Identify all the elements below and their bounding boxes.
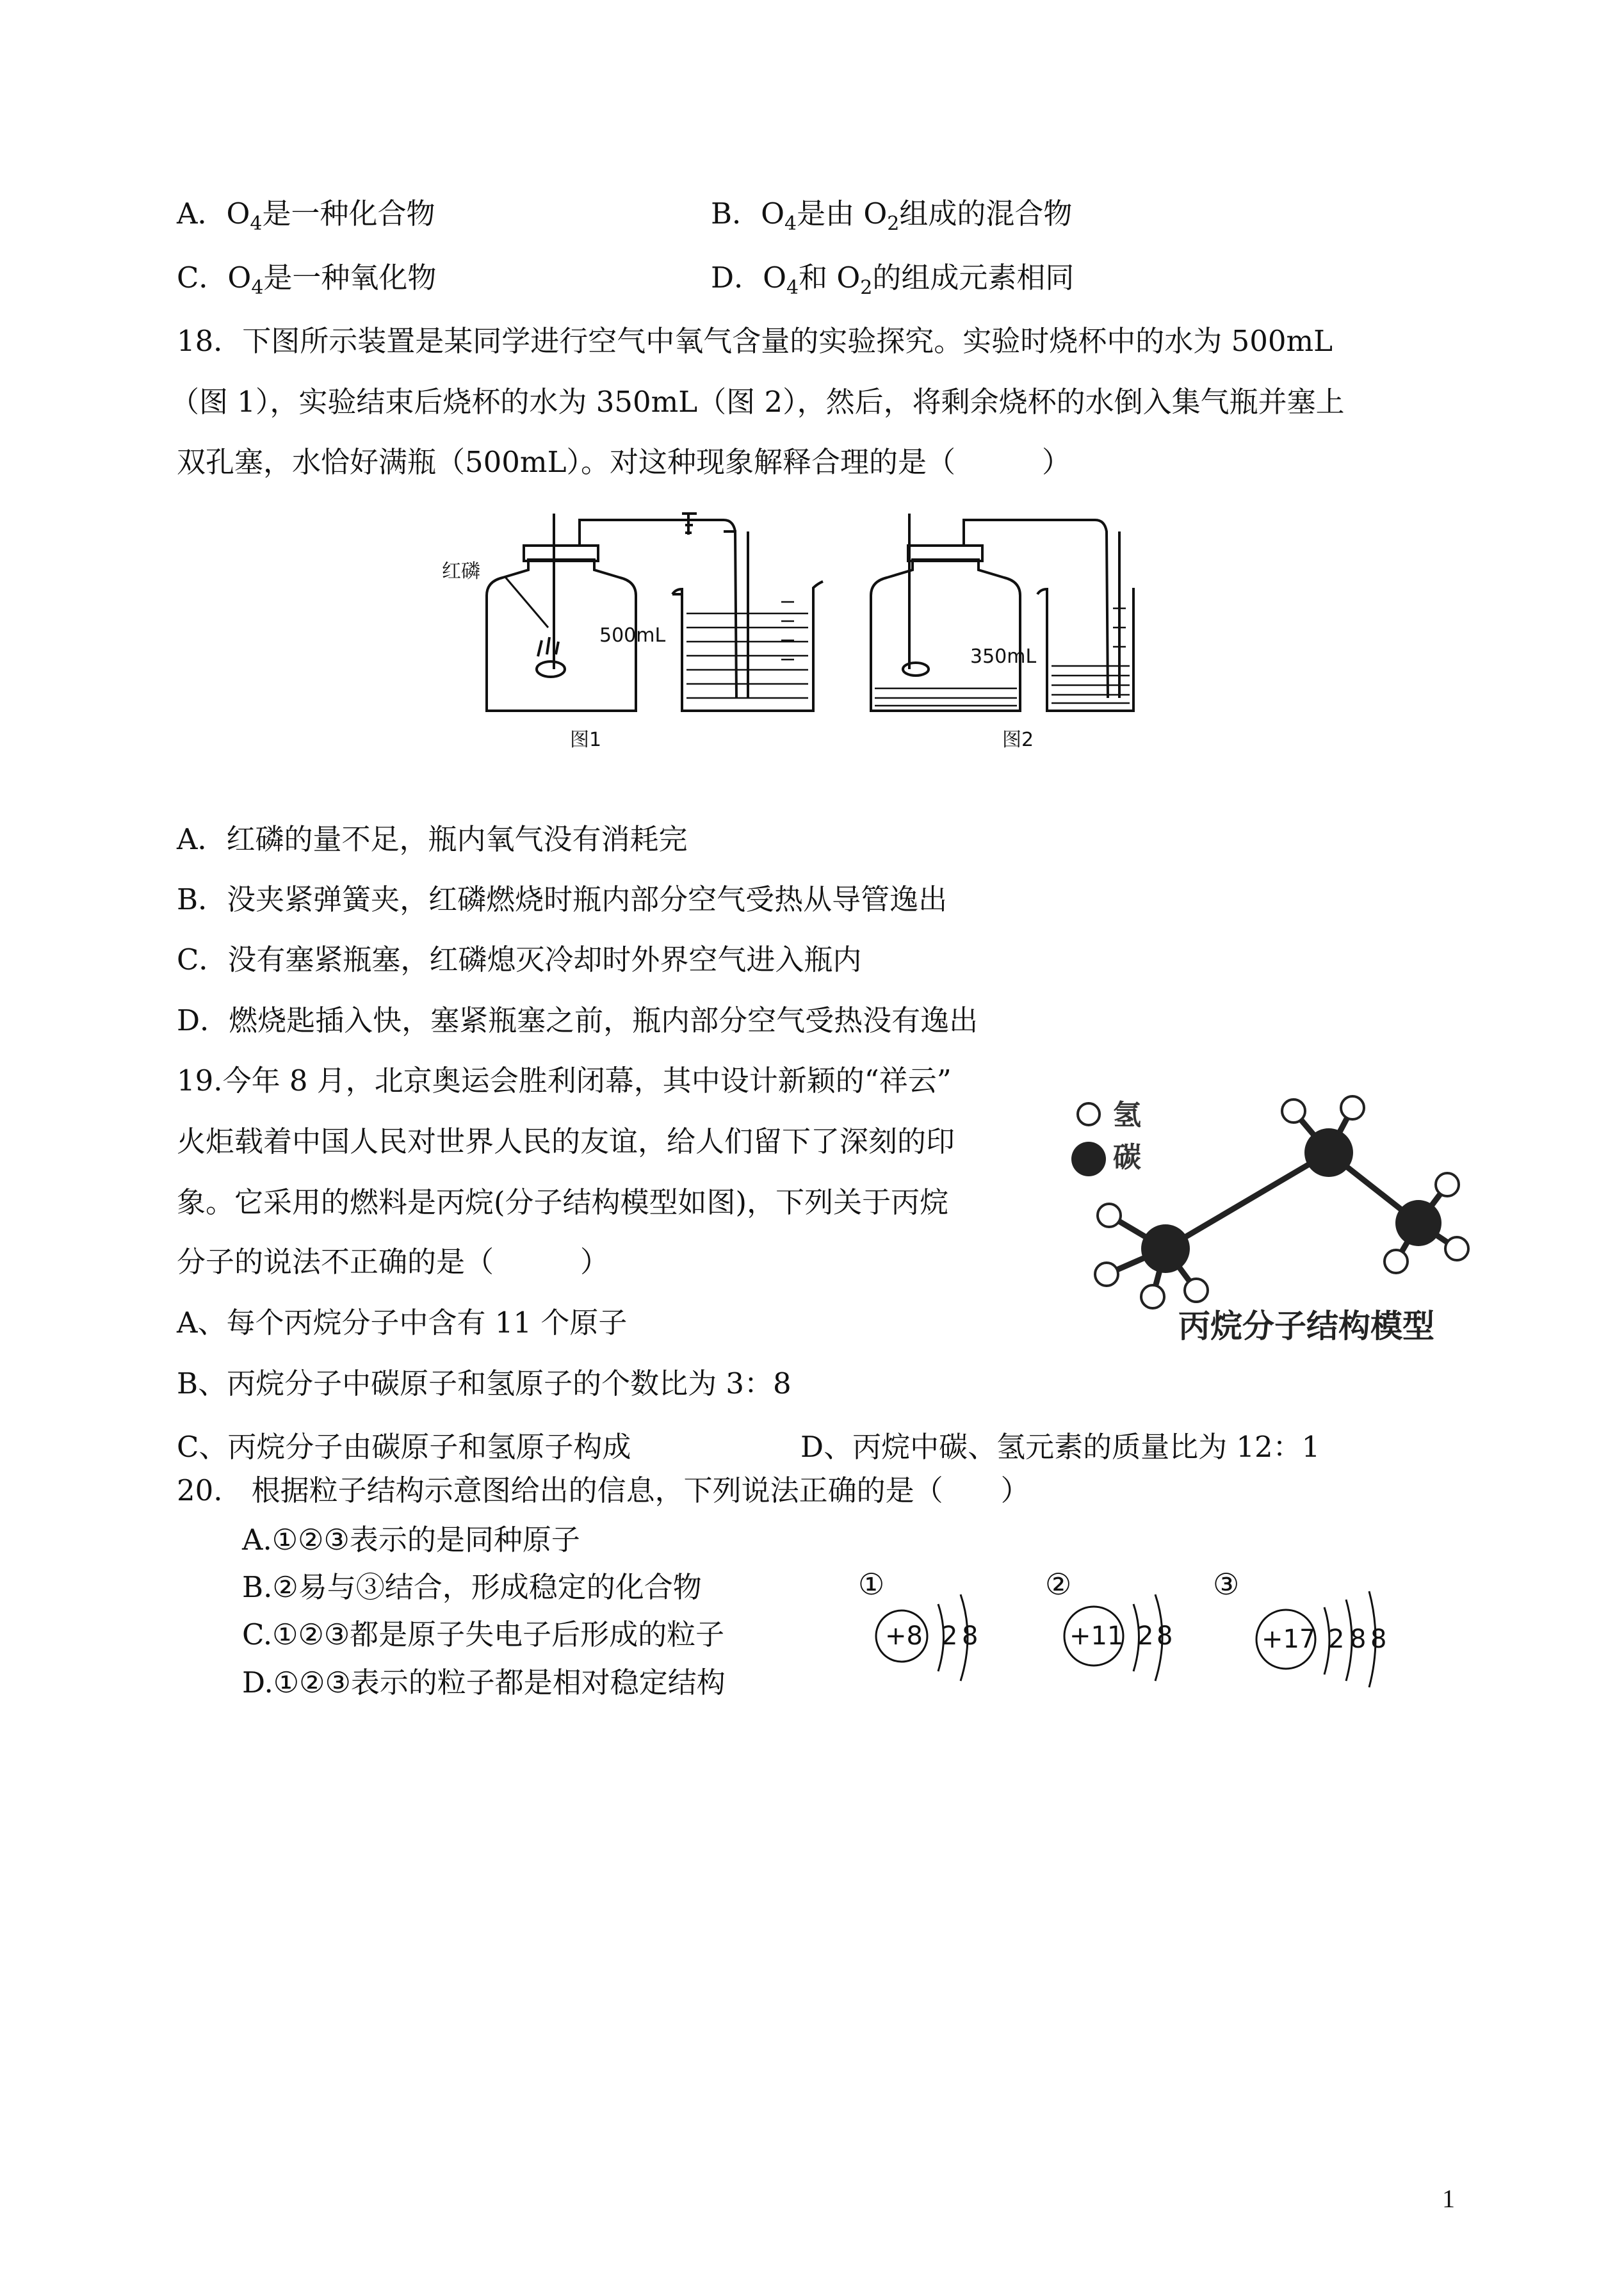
q20-option-b: B.②易与③结合，形成稳定的化合物 (242, 1570, 702, 1604)
particle-3-shell-3: 8 (1370, 1625, 1387, 1654)
propane-model-figure (1063, 1069, 1498, 1351)
legend-hydrogen-symbol (1078, 1103, 1100, 1125)
particle-2-shell-1: 2 (1137, 1621, 1154, 1651)
fig1-caption: 图1 (570, 729, 602, 751)
particle-1-shell-1: 2 (941, 1621, 958, 1651)
particle-2-index: ② (1045, 1567, 1072, 1602)
hydrogen-atom (1185, 1279, 1208, 1302)
legend-carbon-symbol (1071, 1142, 1106, 1176)
hydrogen-atom (1445, 1237, 1468, 1260)
carbon-atom (1395, 1200, 1441, 1246)
fig2-caption: 图2 (1002, 729, 1034, 751)
q20-stem: 20. 根据粒子结构示意图给出的信息，下列说法正确的是（ ） (177, 1473, 1030, 1507)
legend-carbon-label: 碳 (1113, 1141, 1141, 1174)
particle-2-shell-2: 8 (1157, 1621, 1173, 1651)
particle-1-index: ① (858, 1567, 885, 1602)
q19-option-a: A、每个丙烷分子中含有 11 个原子 (177, 1306, 628, 1340)
particle-3-index: ③ (1213, 1567, 1240, 1602)
q19-option-c: C、丙烷分子由碳原子和氢原子构成 (177, 1430, 631, 1464)
hydrogen-atom (1436, 1173, 1459, 1196)
particle-2-nucleus-charge: +11 (1069, 1621, 1124, 1651)
q18-option-a: A．红磷的量不足，瓶内氧气没有消耗完 (177, 822, 688, 856)
q20-option-a: A.①②③表示的是同种原子 (242, 1523, 580, 1557)
hydrogen-atom (1095, 1263, 1118, 1286)
propane-model-caption: 丙烷分子结构模型 (1178, 1308, 1434, 1345)
hydrogen-atom (1141, 1285, 1164, 1308)
q18-stem-line-3: 双孔塞，水恰好满瓶（500mL）。对这种现象解释合理的是（ ） (177, 445, 1071, 479)
fig1-red-phosphorus-label: 红磷 (442, 560, 480, 583)
carbon-atom (1304, 1128, 1353, 1177)
particle-1-shell-2: 8 (962, 1621, 978, 1651)
fig2-volume-label: 350mL (970, 645, 1037, 668)
q19-stem-line-2: 火炬载着中国人民对世界人民的友谊，给人们留下了深刻的印 (177, 1124, 955, 1158)
particle-structure-diagrams (845, 1562, 1454, 1703)
hydrogen-atom (1282, 1099, 1305, 1123)
fig1-volume-label: 500mL (599, 624, 666, 647)
q19-option-b: B、丙烷分子中碳原子和氢原子的个数比为 3：8 (177, 1366, 792, 1400)
q18-option-d: D．燃烧匙插入快，塞紧瓶塞之前，瓶内部分空气受热没有逸出 (177, 1003, 978, 1037)
q18-stem-line-2: （图 1），实验结束后烧杯的水为 350mL（图 2），然后，将剩余烧杯的水倒入集气瓶并塞上 (170, 385, 1345, 419)
q20-option-c: C.①②③都是原子失电子后形成的粒子 (242, 1618, 725, 1651)
page-number: 1 (1442, 2184, 1455, 2213)
q19-stem-line-1: 19.今年 8 月，北京奥运会胜利闭幕，其中设计新颖的“祥云” (177, 1064, 952, 1098)
particle-3-shell-2: 8 (1350, 1625, 1367, 1654)
q19-stem-line-4: 分子的说法不正确的是（ ） (177, 1245, 610, 1279)
q17-option-d: D．$O_4$和 $O_2$的组成元素相同 (711, 261, 1075, 299)
q18-apparatus-figure (423, 506, 1140, 775)
hydrogen-atom (1384, 1250, 1408, 1273)
hydrogen-atom (1098, 1204, 1121, 1227)
q20-option-d: D.①②③表示的粒子都是相对稳定结构 (242, 1666, 726, 1699)
fig1-spring-clip (682, 512, 697, 535)
q17-option-b: B．$O_4$是由 $O_2$组成的混合物 (711, 197, 1073, 235)
legend-hydrogen-label: 氢 (1113, 1099, 1141, 1131)
q19-option-d: D、丙烷中碳、氢元素的质量比为 12：1 (800, 1430, 1320, 1464)
q18-option-c: C．没有塞紧瓶塞，红磷熄灭冷却时外界空气进入瓶内 (177, 943, 862, 977)
particle-1-nucleus-charge: +8 (885, 1621, 923, 1651)
q17-option-c: C．$O_4$是一种氧化物 (177, 261, 437, 299)
q18-stem-line-1: 18．下图所示装置是某同学进行空气中氧气含量的实验探究。实验时烧杯中的水为 500mL (177, 324, 1333, 358)
hydrogen-atom (1341, 1096, 1364, 1119)
particle-3-shell-1: 2 (1328, 1625, 1345, 1654)
carbon-atom (1141, 1224, 1190, 1273)
q17-option-a: A．$O_4$是一种化合物 (177, 197, 435, 235)
particle-3-nucleus-charge: +17 (1262, 1625, 1316, 1654)
q19-stem-line-3: 象。它采用的燃料是丙烷(分子结构模型如图)，下列关于丙烷 (177, 1185, 949, 1219)
q18-option-b: B．没夹紧弹簧夹，红磷燃烧时瓶内部分空气受热从导管逸出 (177, 882, 948, 916)
